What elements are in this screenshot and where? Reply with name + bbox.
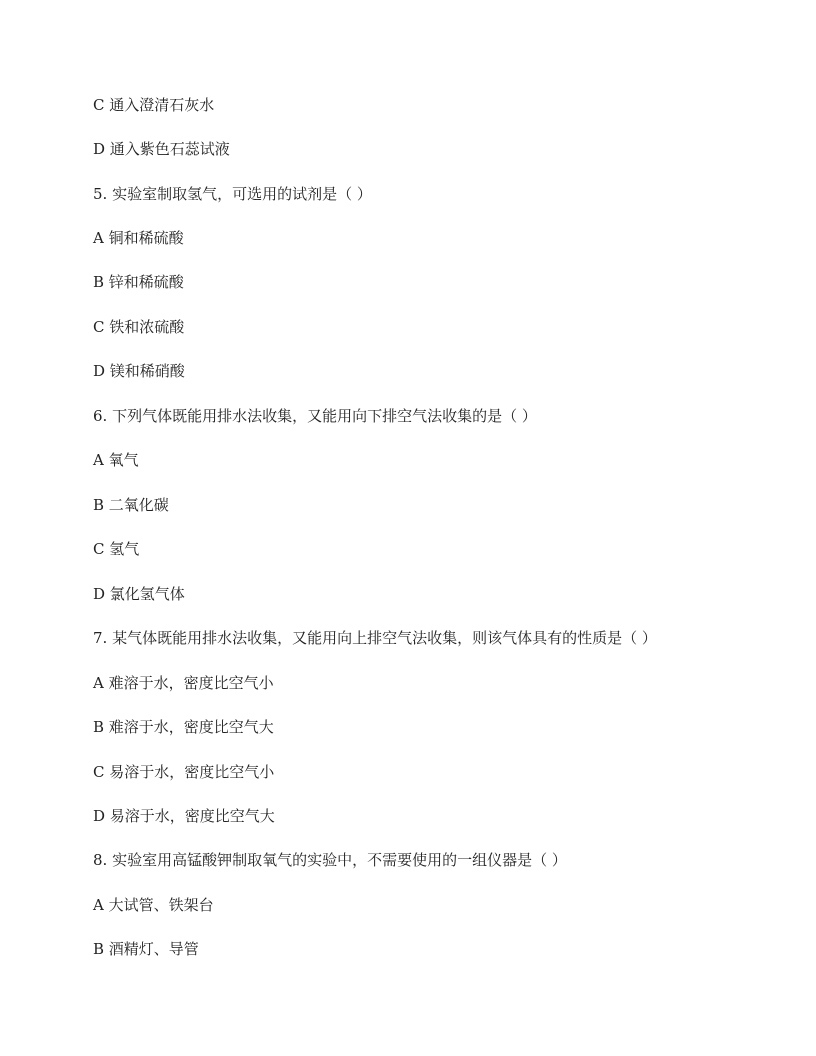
option-line: D 通入紫色石蕊试液 <box>93 140 230 158</box>
option-line: A 大试管、铁架台 <box>93 896 214 914</box>
question-line: 7. 某气体既能用排水法收集，又能用向上排空气法收集，则该气体具有的性质是（ ） <box>93 629 657 647</box>
option-line: D 镁和稀硝酸 <box>93 362 185 380</box>
option-line: B 难溶于水，密度比空气大 <box>93 718 274 736</box>
option-line: D 氯化氢气体 <box>93 585 185 603</box>
option-line: B 酒精灯、导管 <box>93 940 199 958</box>
option-line: B 锌和稀硫酸 <box>93 273 184 291</box>
option-line: B 二氧化碳 <box>93 496 169 514</box>
question-line: 5. 实验室制取氢气，可选用的试剂是（ ） <box>93 185 372 203</box>
option-line: C 氢气 <box>93 540 140 558</box>
option-line: C 铁和浓硫酸 <box>93 318 185 336</box>
option-line: D 易溶于水，密度比空气大 <box>93 807 275 825</box>
option-line: C 易溶于水，密度比空气小 <box>93 763 275 781</box>
option-line: A 难溶于水，密度比空气小 <box>93 674 274 692</box>
option-line: A 铜和稀硫酸 <box>93 229 184 247</box>
question-line: 8. 实验室用高锰酸钾制取氧气的实验中，不需要使用的一组仪器是（ ） <box>93 851 567 869</box>
option-line: C 通入澄清石灰水 <box>93 96 215 114</box>
option-line: A 氧气 <box>93 451 139 469</box>
question-line: 6. 下列气体既能用排水法收集，又能用向下排空气法收集的是（ ） <box>93 407 537 425</box>
